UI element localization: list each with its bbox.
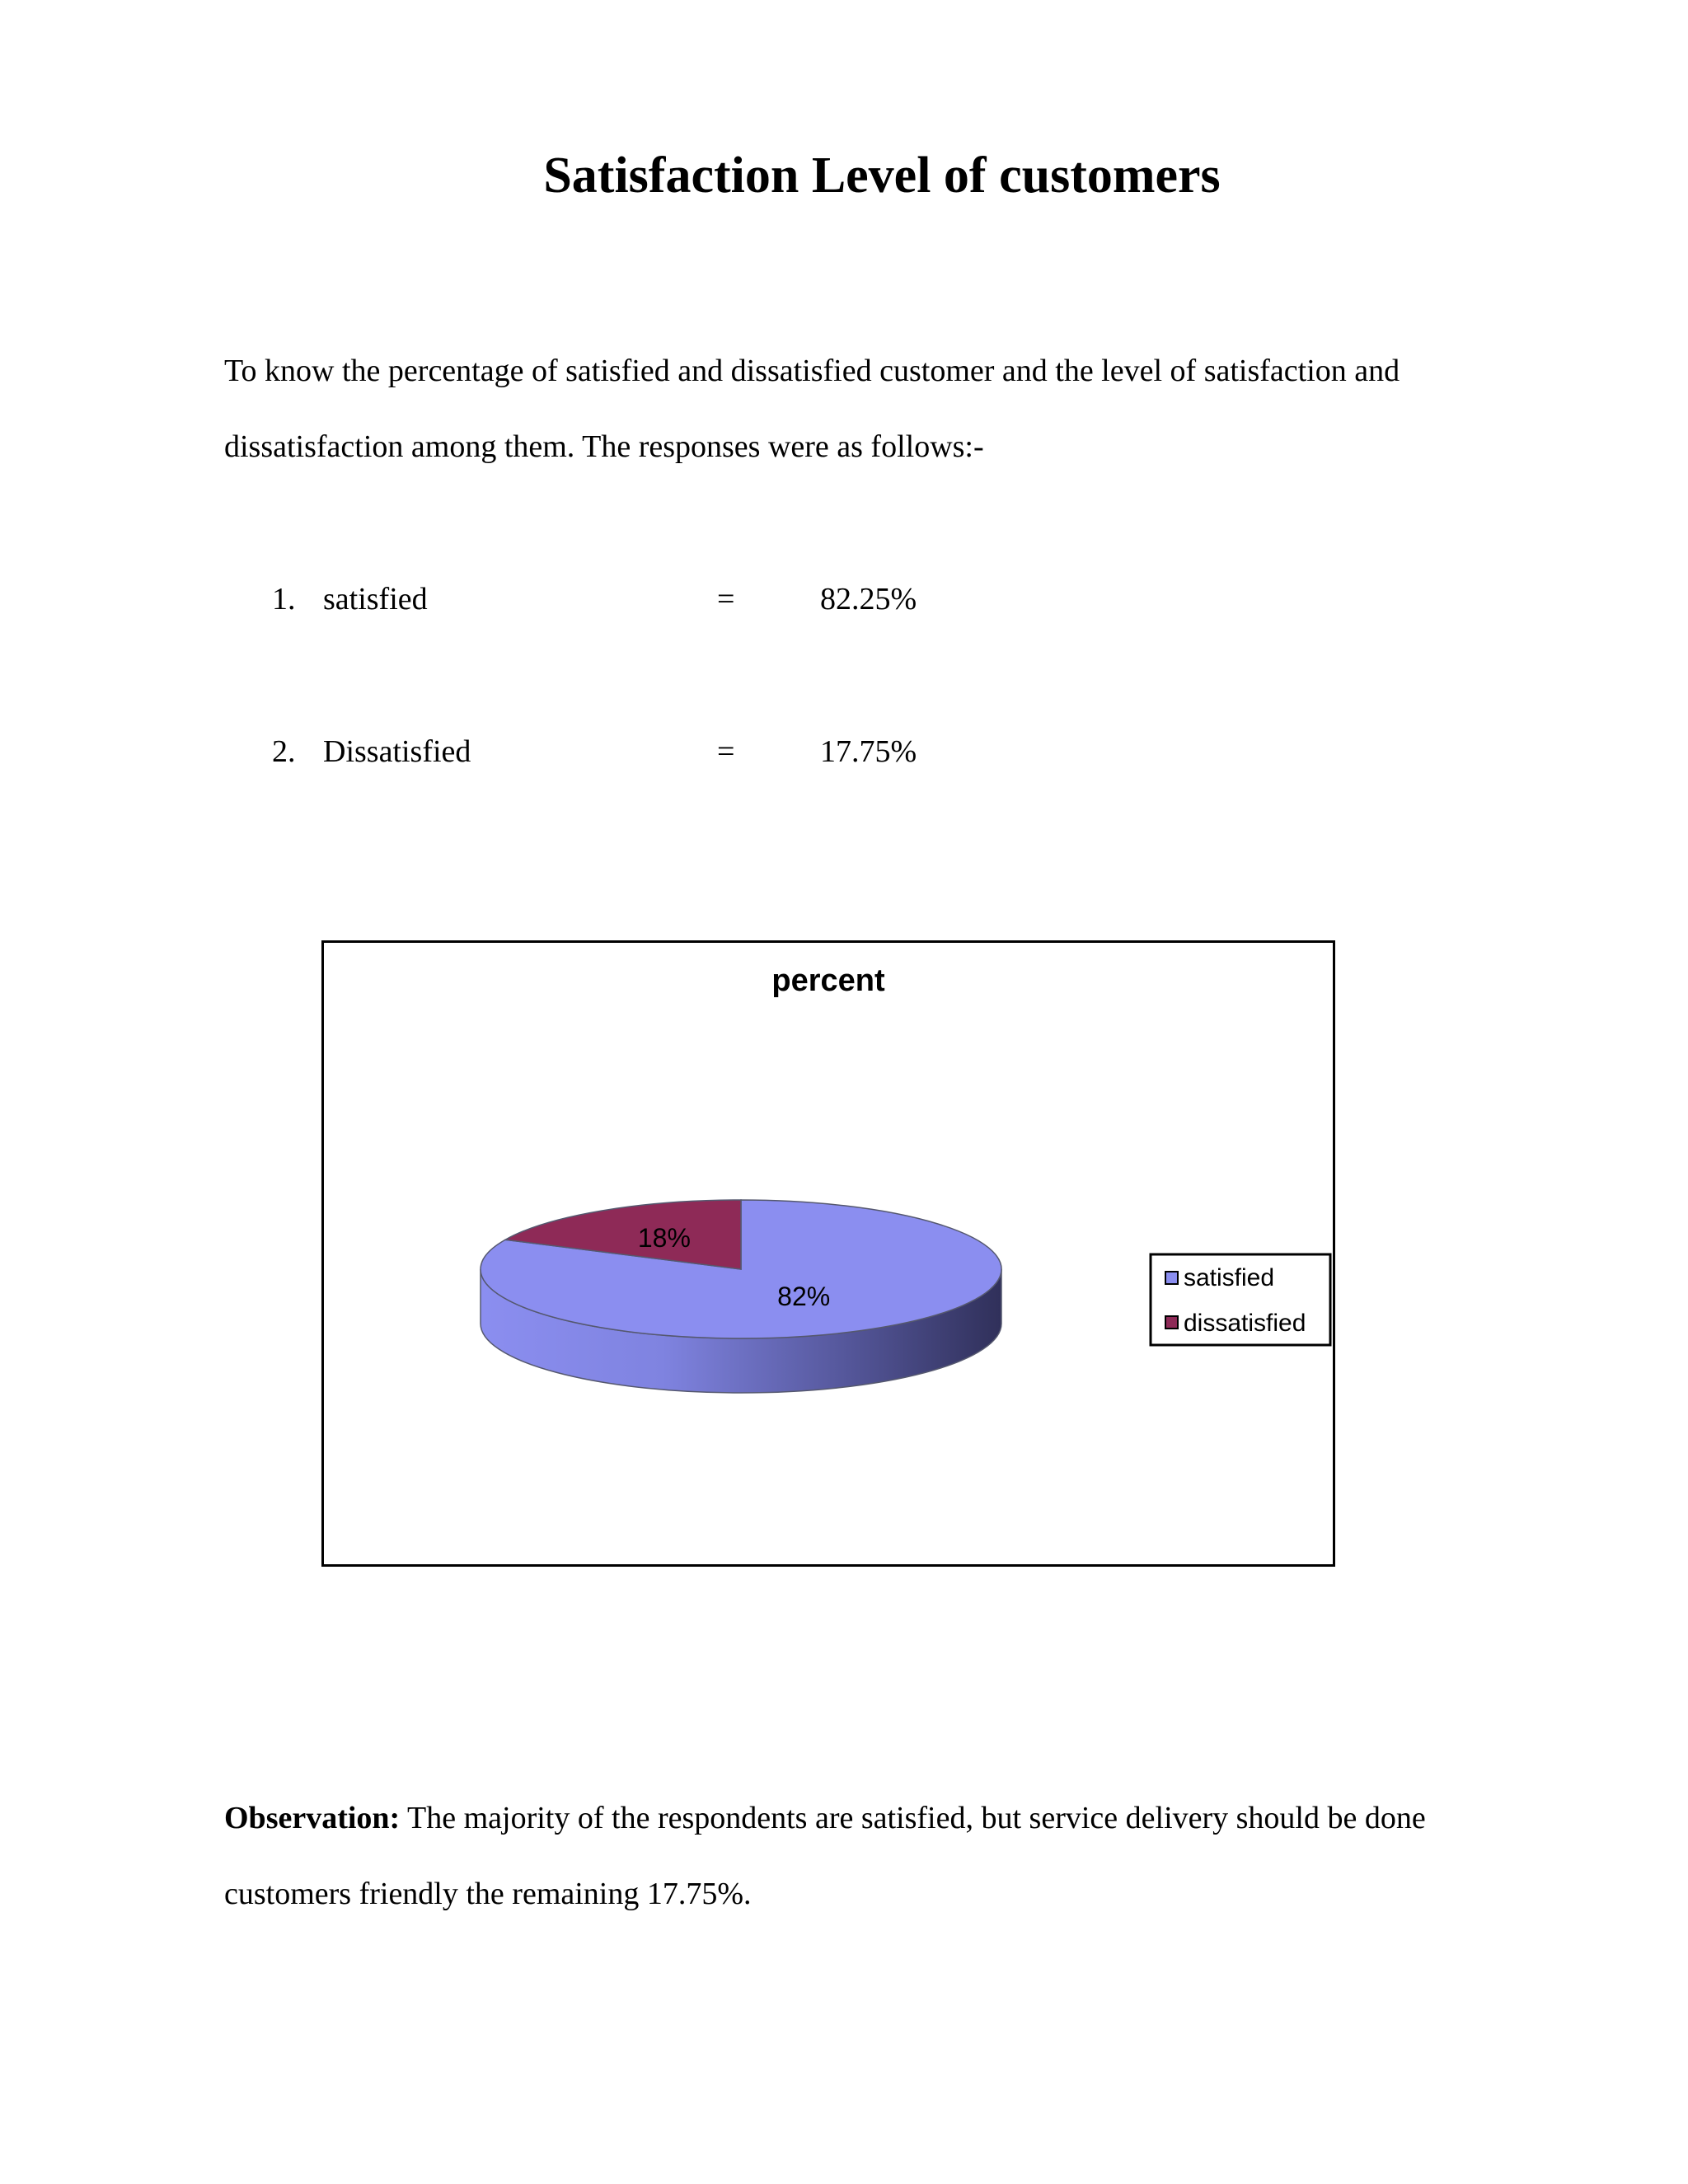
equals-sign: = <box>717 582 735 616</box>
list-item-label: Dissatisfied <box>323 734 471 769</box>
data-label-satisfied: 82% <box>777 1281 831 1311</box>
chart-title: percent <box>771 963 885 998</box>
observation-text: The majority of the respondents are satisfied, but service delivery should be done customers friendly the remaining 17.75%. <box>224 1801 1426 1911</box>
equals-sign: = <box>717 734 735 769</box>
list-item-value: 17.75% <box>820 734 917 769</box>
intro-paragraph: To know the percentage of satisfied and dissatisfied customer and the level of satisfaction and dissatisfaction among them. The responses were as follows:- <box>224 354 1400 464</box>
list-item-number: 2. <box>272 734 296 769</box>
list-item-value: 82.25% <box>820 582 917 616</box>
legend-label: dissatisfied <box>1184 1310 1306 1337</box>
list-item-label: satisfied <box>323 582 428 616</box>
data-label-dissatisfied: 18% <box>637 1222 691 1253</box>
observation-label: Observation: <box>224 1801 401 1835</box>
legend-label: satisfied <box>1184 1264 1275 1291</box>
chart-legend <box>1151 1254 1330 1345</box>
list-item-number: 1. <box>272 582 296 616</box>
chart-svg <box>324 943 1333 1564</box>
legend-swatch-satisfied <box>1165 1272 1178 1284</box>
page-title: Satisfaction Level of customers <box>543 148 1221 204</box>
pie-group <box>481 1200 1001 1393</box>
pie-chart <box>321 940 1335 1567</box>
legend-swatch-dissatisfied <box>1165 1316 1178 1329</box>
observation-paragraph <box>224 1780 1543 1932</box>
